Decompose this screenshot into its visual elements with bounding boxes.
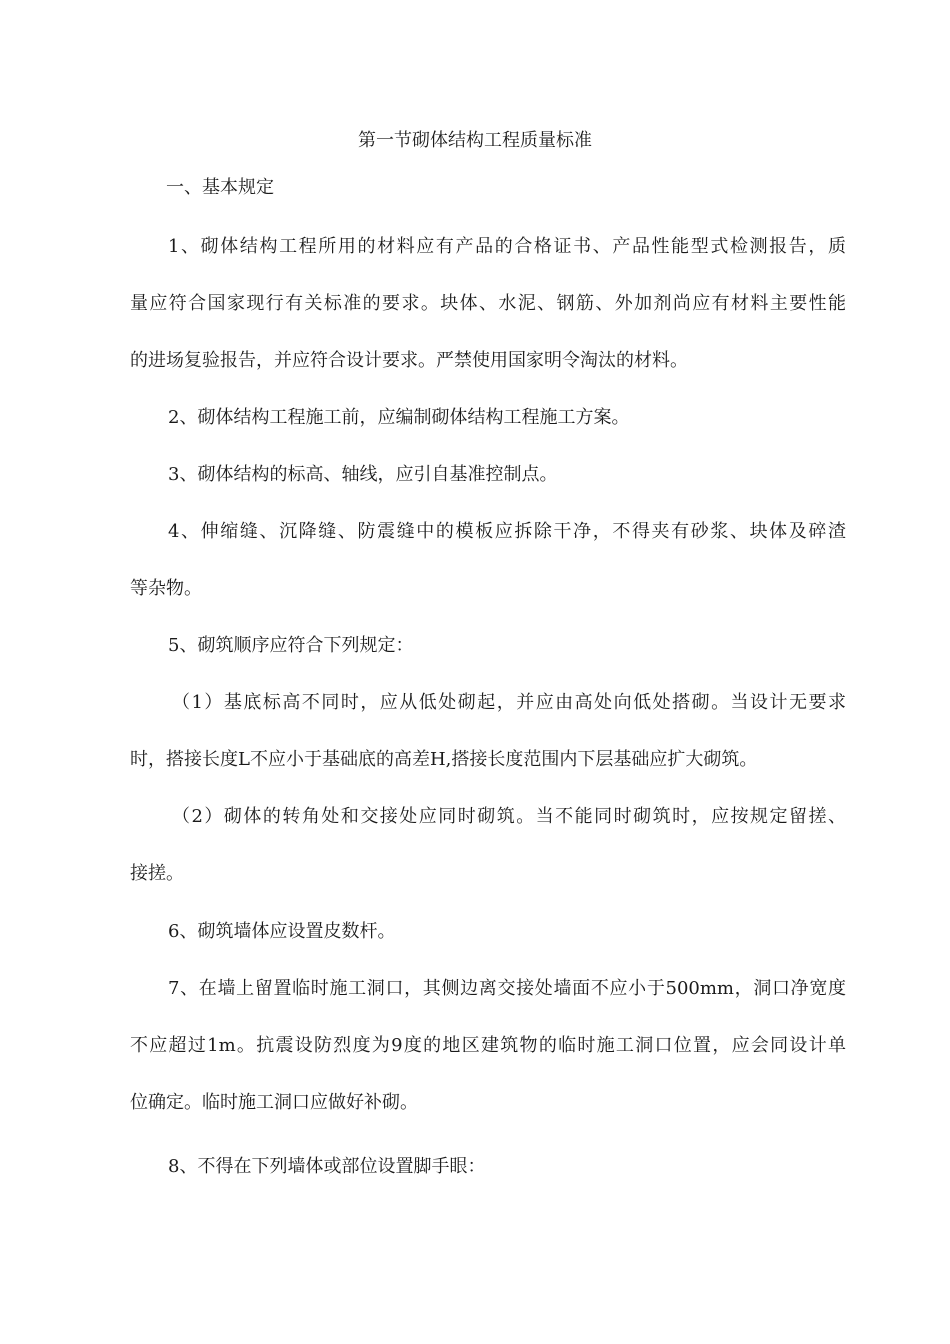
paragraph-line: 的进场复验报告，并应符合设计要求。严禁使用国家明令淘汰的材料。 bbox=[130, 350, 688, 371]
paragraph-item-7 bbox=[130, 975, 846, 1117]
paragraph-item-2 bbox=[130, 404, 846, 432]
paragraph-line: 接搓。 bbox=[130, 863, 184, 884]
section-heading: 一、基本规定 bbox=[166, 177, 274, 198]
paragraph-item-3 bbox=[130, 461, 846, 489]
paragraph-subitem-2 bbox=[130, 803, 846, 888]
paragraph-line: 6、砌筑墙体应设置皮数杆。 bbox=[168, 921, 396, 942]
paragraph-line: 等杂物。 bbox=[130, 578, 202, 599]
paragraph-line: 7、在墙上留置临时施工洞口，其侧边离交接处墙面不应小于500mm，洞口净宽度 bbox=[168, 978, 846, 999]
paragraph-line: 位确定。临时施工洞口应做好补砌。 bbox=[130, 1092, 418, 1113]
paragraph-line: 时，搭接长度L不应小于基础底的高差H,搭接长度范围内下层基础应扩大砌筑。 bbox=[130, 749, 758, 770]
paragraph-item-8 bbox=[130, 1153, 846, 1181]
paragraph-line: 4、伸缩缝、沉降缝、防震缝中的模板应拆除干净，不得夹有砂浆、块体及碎渣 bbox=[168, 521, 846, 542]
paragraph-line: 1、砌体结构工程所用的材料应有产品的合格证书、产品性能型式检测报告，质 bbox=[168, 236, 846, 257]
paragraph-item-4 bbox=[130, 518, 846, 603]
paragraph-line: 5、砌筑顺序应符合下列规定： bbox=[168, 635, 414, 656]
paragraph-line: （1）基底标高不同时，应从低处砌起，并应由高处向低处搭砌。当设计无要求 bbox=[172, 692, 846, 713]
page-title: 第一节砌体结构工程质量标准 bbox=[358, 130, 592, 151]
paragraph-line: 3、砌体结构的标高、轴线，应引自基准控制点。 bbox=[168, 464, 558, 485]
paragraph-line: （2）砌体的转角处和交接处应同时砌筑。当不能同时砌筑时，应按规定留搓、 bbox=[172, 806, 846, 827]
paragraph-line: 不应超过1m。抗震设防烈度为9度的地区建筑物的临时施工洞口位置，应会同设计单 bbox=[130, 1035, 846, 1056]
paragraph-line: 2、砌体结构工程施工前，应编制砌体结构工程施工方案。 bbox=[168, 407, 630, 428]
paragraph-item-1 bbox=[130, 233, 846, 375]
paragraph-line: 8、不得在下列墙体或部位设置脚手眼： bbox=[168, 1156, 486, 1177]
paragraph-line: 量应符合国家现行有关标准的要求。块体、水泥、钢筋、外加剂尚应有材料主要性能 bbox=[130, 293, 846, 314]
paragraph-subitem-1 bbox=[130, 689, 846, 774]
paragraph-item-5 bbox=[130, 632, 846, 660]
paragraph-item-6 bbox=[130, 918, 846, 946]
